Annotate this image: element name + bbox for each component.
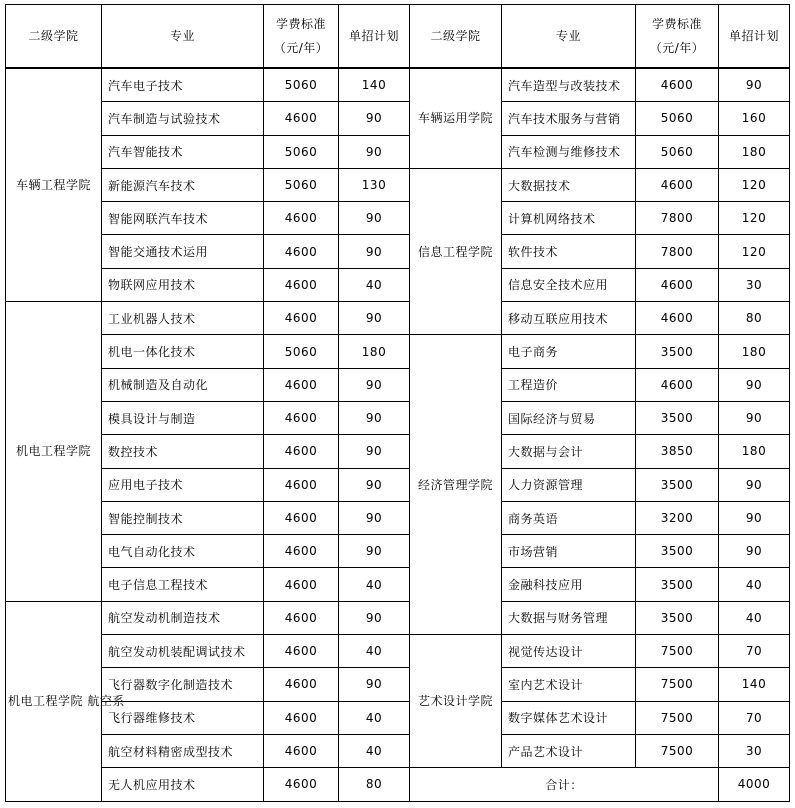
fee-cell: 3500 xyxy=(636,568,719,601)
plan-cell: 180 xyxy=(719,335,790,368)
fee-cell: 5060 xyxy=(636,135,719,168)
plan-cell: 90 xyxy=(719,68,790,102)
table-row xyxy=(6,601,790,634)
fee-cell: 4600 xyxy=(264,568,339,601)
table-row xyxy=(6,135,790,168)
plan-cell: 90 xyxy=(339,535,410,568)
major-cell: 市场营销 xyxy=(502,535,636,568)
major-cell: 工业机器人技术 xyxy=(102,302,264,335)
fee-cell: 4600 xyxy=(264,501,339,534)
plan-cell: 90 xyxy=(339,202,410,235)
plan-cell: 120 xyxy=(719,168,790,201)
header-fee-left: 学费标准 （元/年） xyxy=(264,5,339,69)
major-cell: 物联网应用技术 xyxy=(102,268,264,301)
table-row xyxy=(6,302,790,335)
fee-cell: 4600 xyxy=(636,168,719,201)
fee-cell: 4600 xyxy=(264,601,339,634)
fee-cell: 5060 xyxy=(264,135,339,168)
major-cell: 计算机网络技术 xyxy=(502,202,636,235)
plan-cell: 180 xyxy=(339,335,410,368)
table-row xyxy=(6,102,790,135)
fee-cell: 3500 xyxy=(636,535,719,568)
plan-cell: 180 xyxy=(719,135,790,168)
major-cell: 产品艺术设计 xyxy=(502,734,636,767)
plan-cell: 70 xyxy=(719,635,790,668)
major-cell: 人力资源管理 xyxy=(502,468,636,501)
major-cell: 汽车技术服务与营销 xyxy=(502,102,636,135)
major-cell: 新能源汽车技术 xyxy=(102,168,264,201)
major-cell: 移动互联应用技术 xyxy=(502,302,636,335)
major-cell: 智能交通技术运用 xyxy=(102,235,264,268)
college-cell: 机电工程学院 航空系 xyxy=(6,601,102,801)
major-cell: 商务英语 xyxy=(502,501,636,534)
major-cell: 机械制造及自动化 xyxy=(102,368,264,401)
fee-cell: 3500 xyxy=(636,601,719,634)
major-cell: 电气自动化技术 xyxy=(102,535,264,568)
major-cell: 汽车造型与改装技术 xyxy=(502,68,636,102)
major-cell: 无人机应用技术 xyxy=(102,768,264,801)
fee-cell: 3200 xyxy=(636,501,719,534)
major-cell: 工程造价 xyxy=(502,368,636,401)
fee-cell: 3500 xyxy=(636,401,719,434)
fee-cell: 3500 xyxy=(636,468,719,501)
plan-cell: 90 xyxy=(719,401,790,434)
plan-cell: 140 xyxy=(339,68,410,102)
major-cell: 航空发动机装配调试技术 xyxy=(102,635,264,668)
fee-cell: 5060 xyxy=(264,68,339,102)
major-cell: 飞行器数字化制造技术 xyxy=(102,668,264,701)
plan-cell: 160 xyxy=(719,102,790,135)
major-cell: 数控技术 xyxy=(102,435,264,468)
major-cell: 智能网联汽车技术 xyxy=(102,202,264,235)
header-major-left: 专业 xyxy=(102,5,264,69)
plan-cell: 90 xyxy=(339,235,410,268)
table-row xyxy=(6,468,790,501)
major-cell: 汽车制造与试验技术 xyxy=(102,102,264,135)
plan-cell: 90 xyxy=(339,468,410,501)
header-plan-left: 单招计划 xyxy=(339,5,410,69)
fee-cell: 4600 xyxy=(264,102,339,135)
fee-cell: 4600 xyxy=(264,535,339,568)
fee-cell: 5060 xyxy=(264,335,339,368)
fee-cell: 7500 xyxy=(636,668,719,701)
table-row xyxy=(6,401,790,434)
major-cell: 软件技术 xyxy=(502,235,636,268)
table-row xyxy=(6,635,790,668)
fee-cell: 3500 xyxy=(636,335,719,368)
fee-cell: 7500 xyxy=(636,734,719,767)
table-row xyxy=(6,235,790,268)
plan-cell: 140 xyxy=(719,668,790,701)
table-row xyxy=(6,268,790,301)
plan-cell: 90 xyxy=(339,601,410,634)
college-cell: 信息工程学院 xyxy=(410,168,502,334)
fee-cell: 4600 xyxy=(264,768,339,801)
header-row xyxy=(6,5,790,69)
major-cell: 智能控制技术 xyxy=(102,501,264,534)
plan-cell: 40 xyxy=(339,268,410,301)
plan-cell: 120 xyxy=(719,202,790,235)
college-cell: 艺术设计学院 xyxy=(410,635,502,768)
major-cell: 航空材料精密成型技术 xyxy=(102,734,264,767)
major-cell: 金融科技应用 xyxy=(502,568,636,601)
plan-cell: 90 xyxy=(719,501,790,534)
table-row xyxy=(6,68,790,102)
fee-cell: 4600 xyxy=(636,302,719,335)
college-cell: 车辆工程学院 xyxy=(6,68,102,302)
header-fee-right: 学费标准 （元/年） xyxy=(636,5,719,69)
plan-cell: 90 xyxy=(339,135,410,168)
fee-cell: 4600 xyxy=(264,235,339,268)
plan-cell: 40 xyxy=(719,601,790,634)
college-cell: 经济管理学院 xyxy=(410,335,502,635)
table-row xyxy=(6,168,790,201)
fee-cell: 4600 xyxy=(636,268,719,301)
table-body xyxy=(6,68,790,801)
header-college-left: 二级学院 xyxy=(6,5,102,69)
plan-cell: 40 xyxy=(719,568,790,601)
major-cell: 视觉传达设计 xyxy=(502,635,636,668)
plan-cell: 90 xyxy=(339,501,410,534)
plan-cell: 90 xyxy=(339,368,410,401)
major-cell: 飞行器维修技术 xyxy=(102,701,264,734)
table-row xyxy=(6,501,790,534)
tuition-plan-table xyxy=(5,4,790,802)
major-cell: 模具设计与制造 xyxy=(102,401,264,434)
plan-cell: 40 xyxy=(339,635,410,668)
plan-cell: 80 xyxy=(719,302,790,335)
fee-cell: 4600 xyxy=(264,734,339,767)
table-row xyxy=(6,335,790,368)
plan-cell: 40 xyxy=(339,568,410,601)
major-cell: 大数据技术 xyxy=(502,168,636,201)
table-row xyxy=(6,435,790,468)
fee-cell: 5060 xyxy=(636,102,719,135)
fee-cell: 4600 xyxy=(264,468,339,501)
table-row xyxy=(6,368,790,401)
total-label: 合计： xyxy=(410,768,719,801)
fee-cell: 4600 xyxy=(264,302,339,335)
fee-cell: 4600 xyxy=(636,68,719,102)
fee-cell: 4600 xyxy=(264,635,339,668)
fee-cell: 4600 xyxy=(264,401,339,434)
plan-cell: 90 xyxy=(339,302,410,335)
header-plan-right: 单招计划 xyxy=(719,5,790,69)
fee-cell: 4600 xyxy=(264,668,339,701)
major-cell: 机电一体化技术 xyxy=(102,335,264,368)
table-row xyxy=(6,734,790,767)
major-cell: 大数据与财务管理 xyxy=(502,601,636,634)
plan-cell: 90 xyxy=(719,368,790,401)
plan-cell: 90 xyxy=(719,535,790,568)
table-row xyxy=(6,535,790,568)
plan-cell: 90 xyxy=(339,435,410,468)
table-row xyxy=(6,768,790,801)
plan-cell: 70 xyxy=(719,701,790,734)
table-row xyxy=(6,202,790,235)
fee-cell: 5060 xyxy=(264,168,339,201)
plan-cell: 120 xyxy=(719,235,790,268)
fee-cell: 7500 xyxy=(636,701,719,734)
plan-cell: 80 xyxy=(339,768,410,801)
major-cell: 汽车检测与维修技术 xyxy=(502,135,636,168)
major-cell: 电子商务 xyxy=(502,335,636,368)
fee-cell: 4600 xyxy=(264,202,339,235)
major-cell: 航空发动机制造技术 xyxy=(102,601,264,634)
major-cell: 国际经济与贸易 xyxy=(502,401,636,434)
major-cell: 大数据与会计 xyxy=(502,435,636,468)
fee-cell: 4600 xyxy=(264,368,339,401)
fee-cell: 4600 xyxy=(636,368,719,401)
fee-cell: 4600 xyxy=(264,435,339,468)
major-cell: 汽车智能技术 xyxy=(102,135,264,168)
major-cell: 汽车电子技术 xyxy=(102,68,264,102)
major-cell: 电子信息工程技术 xyxy=(102,568,264,601)
major-cell: 信息安全技术应用 xyxy=(502,268,636,301)
fee-cell: 4600 xyxy=(264,701,339,734)
major-cell: 数字媒体艺术设计 xyxy=(502,701,636,734)
fee-cell: 3850 xyxy=(636,435,719,468)
major-cell: 应用电子技术 xyxy=(102,468,264,501)
plan-cell: 90 xyxy=(339,401,410,434)
plan-cell: 90 xyxy=(719,468,790,501)
fee-cell: 7500 xyxy=(636,635,719,668)
plan-cell: 90 xyxy=(339,102,410,135)
college-cell: 车辆运用学院 xyxy=(410,68,502,168)
major-cell: 室内艺术设计 xyxy=(502,668,636,701)
header-college-right: 二级学院 xyxy=(410,5,502,69)
fee-cell: 7800 xyxy=(636,202,719,235)
header-major-right: 专业 xyxy=(502,5,636,69)
plan-cell: 40 xyxy=(339,734,410,767)
plan-cell: 40 xyxy=(339,701,410,734)
plan-cell: 90 xyxy=(339,668,410,701)
plan-cell: 180 xyxy=(719,435,790,468)
fee-cell: 7800 xyxy=(636,235,719,268)
total-value: 4000 xyxy=(719,768,790,801)
plan-cell: 30 xyxy=(719,734,790,767)
table-row xyxy=(6,568,790,601)
plan-cell: 130 xyxy=(339,168,410,201)
college-cell: 机电工程学院 xyxy=(6,302,102,602)
fee-cell: 4600 xyxy=(264,268,339,301)
plan-cell: 30 xyxy=(719,268,790,301)
